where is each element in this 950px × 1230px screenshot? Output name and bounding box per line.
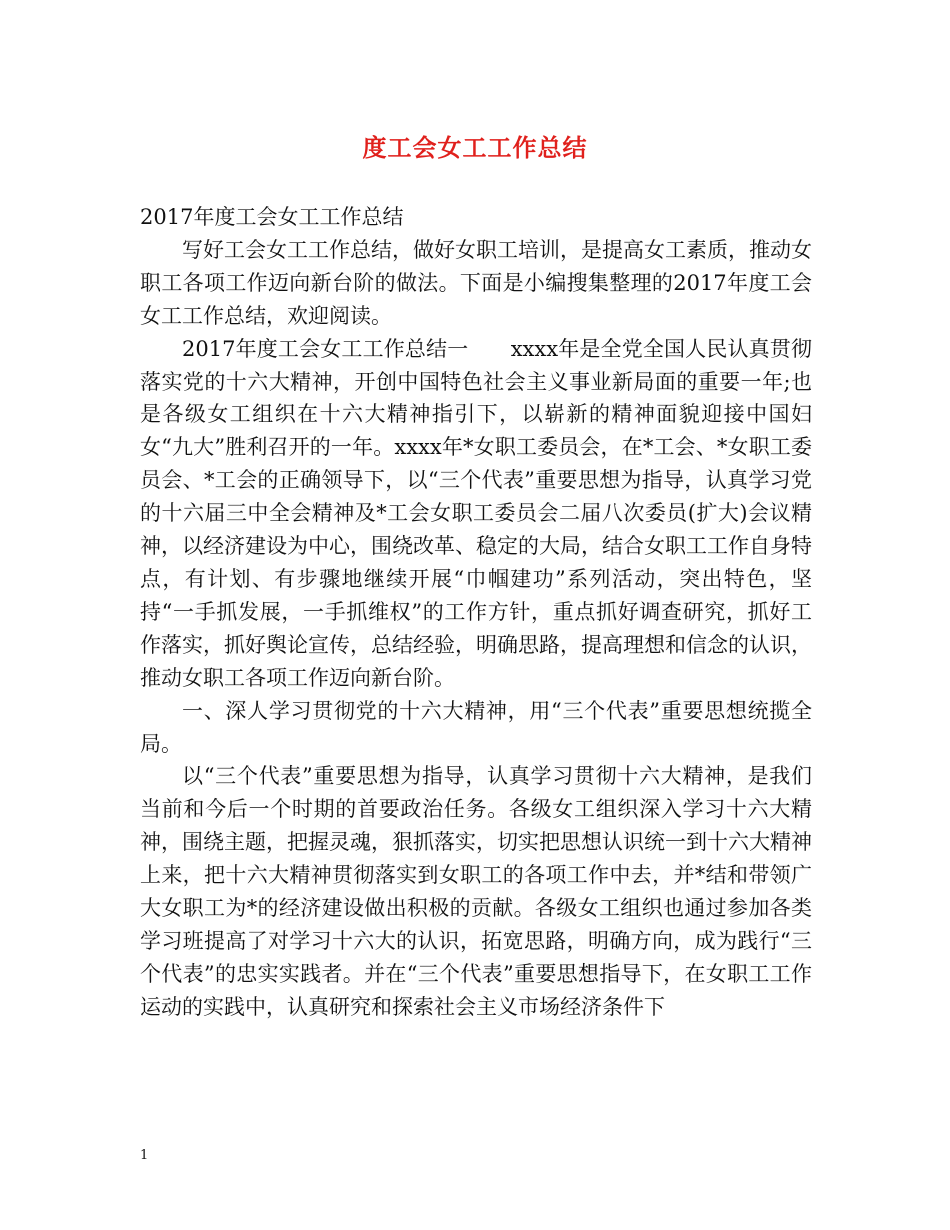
page-number: 1 [140, 1148, 149, 1163]
document-title: 度工会女工工作总结 [362, 133, 588, 162]
paragraph: 写好工会女工工作总结，做好女职工培训，是提高女工素质，推动女职工各项工作迈向新台阶的做法。下面是小编搜集整理的2017年度工会女工工作总结，欢迎阅读。 [140, 237, 812, 328]
paragraph: 2017年度工会女工工作总结一 xxxx年是全党全国人民认真贯彻落实党的十六大精神，开创中国特色社会主义事业新局面的重要一年;也是各级女工组织在十六大精神指引下，以崭新的精神面貌迎接中国妇女“九大”胜利召开的一年。xxxx年*女职工委员会，在*工会、*女职工委员会、*工会的正确领导下，以“三个代表”重要思想为指导，认真学习党的十六届三中全会精神及*工会女职工委员会二届八次委员(扩大)会议精神，以经济建设为中心，围绕改革、稳定的大局，结合女职工工作自身特点，有计划、有步骤地继续开展“巾帼建功”系列活动，突出特色，坚持“一手抓发展，一手抓维权”的工作方针，重点抓好调查研究，抓好工作落实，抓好舆论宣传，总结经验，明确思路，提高理想和信念的认识，推动女职工各项工作迈向新台阶。 [140, 336, 812, 690]
document-body [140, 201, 812, 1024]
paragraph: 一、深人学习贯彻党的十六大精神，用“三个代表”重要思想统揽全局。 [140, 698, 812, 756]
paragraph: 以“三个代表”重要思想为指导，认真学习贯彻十六大精神，是我们当前和今后一个时期的首要政治任务。各级女工组织深入学习十六大精神，围绕主题，把握灵魂，狠抓落实，切实把思想认识统一到十六大精神上来，把十六大精神贯彻落实到女职工的各项工作中去，并*结和带领广大女职工为*的经济建设做出积极的贡献。各级女工组织也通过参加各类学习班提高了对学习十六大的认识，拓宽思路，明确方向，成为践行“三个代表”的忠实实践者。并在“三个代表”重要思想指导下，在女职工工作运动的实践中，认真研究和探索社会主义市场经济条件下 [140, 764, 812, 1019]
paragraph-heading: 2017年度工会女工工作总结 [140, 205, 404, 229]
